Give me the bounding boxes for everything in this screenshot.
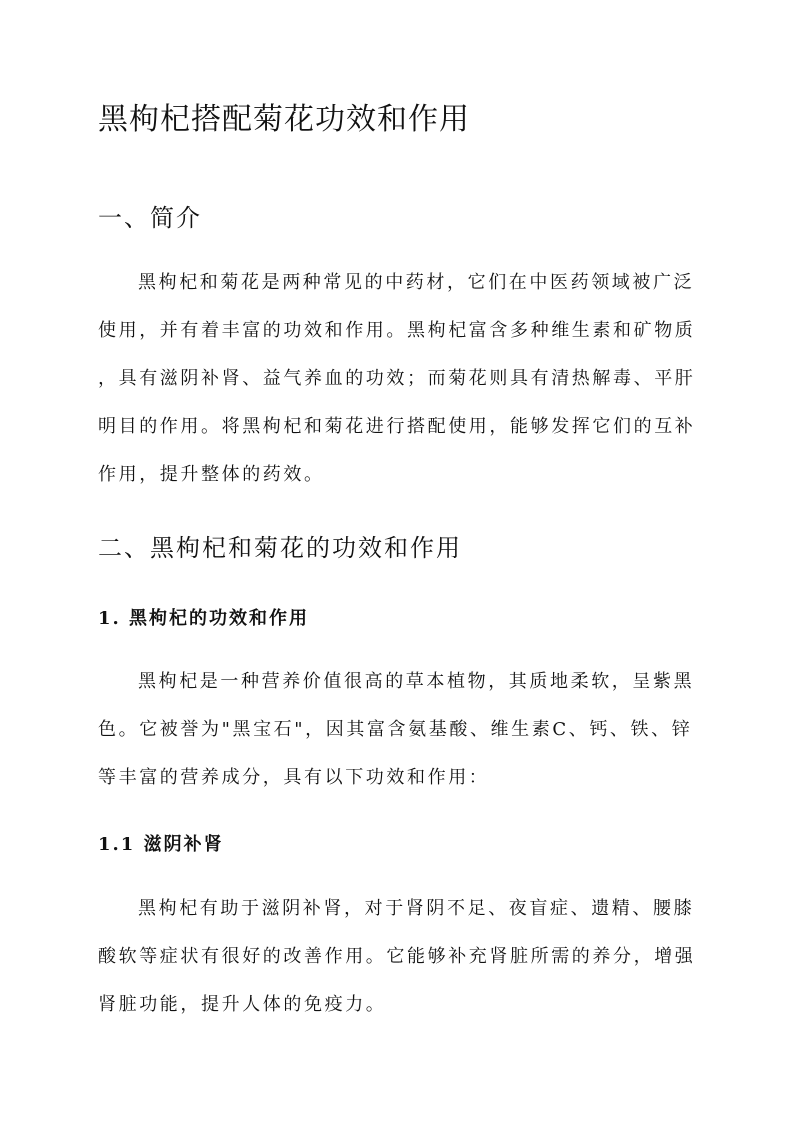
- paragraph-line: 等丰富的营养成分，具有以下功效和作用：: [98, 767, 490, 788]
- intro-paragraph: [98, 259, 702, 499]
- paragraph-line: 肾脏功能，提升人体的免疫力。: [98, 994, 387, 1015]
- section-heading-effects: 二、黑枸杞和菊花的功效和作用: [98, 534, 462, 562]
- paragraph-line: 酸软等症状有很好的改善作用。它能够补充肾脏所需的养分，增强: [98, 946, 696, 967]
- black-goji-paragraph: [98, 658, 702, 802]
- section-heading-intro: 一、简介: [98, 204, 202, 232]
- paragraph-line: 使用，并有着丰富的功效和作用。黑枸杞富含多种维生素和矿物质: [98, 320, 696, 341]
- subsection-heading-nourish-kidney: 1.1 滋阴补肾: [98, 834, 224, 855]
- paragraph-line: 色。它被誉为"黑宝石"，因其富含氨基酸、维生素C、钙、铁、锌: [98, 719, 693, 740]
- paragraph-line: 黑枸杞是一种营养价值很高的草本植物，其质地柔软，呈紫黑: [138, 671, 695, 692]
- paragraph-line: ，具有滋阴补肾、益气养血的功效；而菊花则具有清热解毒、平肝: [98, 368, 696, 389]
- document-title: 黑枸杞搭配菊花功效和作用: [98, 102, 470, 137]
- paragraph-line: 黑枸杞和菊花是两种常见的中药材，它们在中医药领域被广泛: [138, 272, 695, 293]
- nourish-kidney-paragraph: [98, 885, 702, 1029]
- paragraph-line: 明目的作用。将黑枸杞和菊花进行搭配使用，能够发挥它们的互补: [98, 416, 696, 437]
- paragraph-line: 黑枸杞有助于滋阴补肾，对于肾阴不足、夜盲症、遗精、腰膝: [138, 898, 695, 919]
- subsection-heading-black-goji: 1. 黑枸杞的功效和作用: [98, 608, 310, 629]
- paragraph-line: 作用，提升整体的药效。: [98, 464, 325, 485]
